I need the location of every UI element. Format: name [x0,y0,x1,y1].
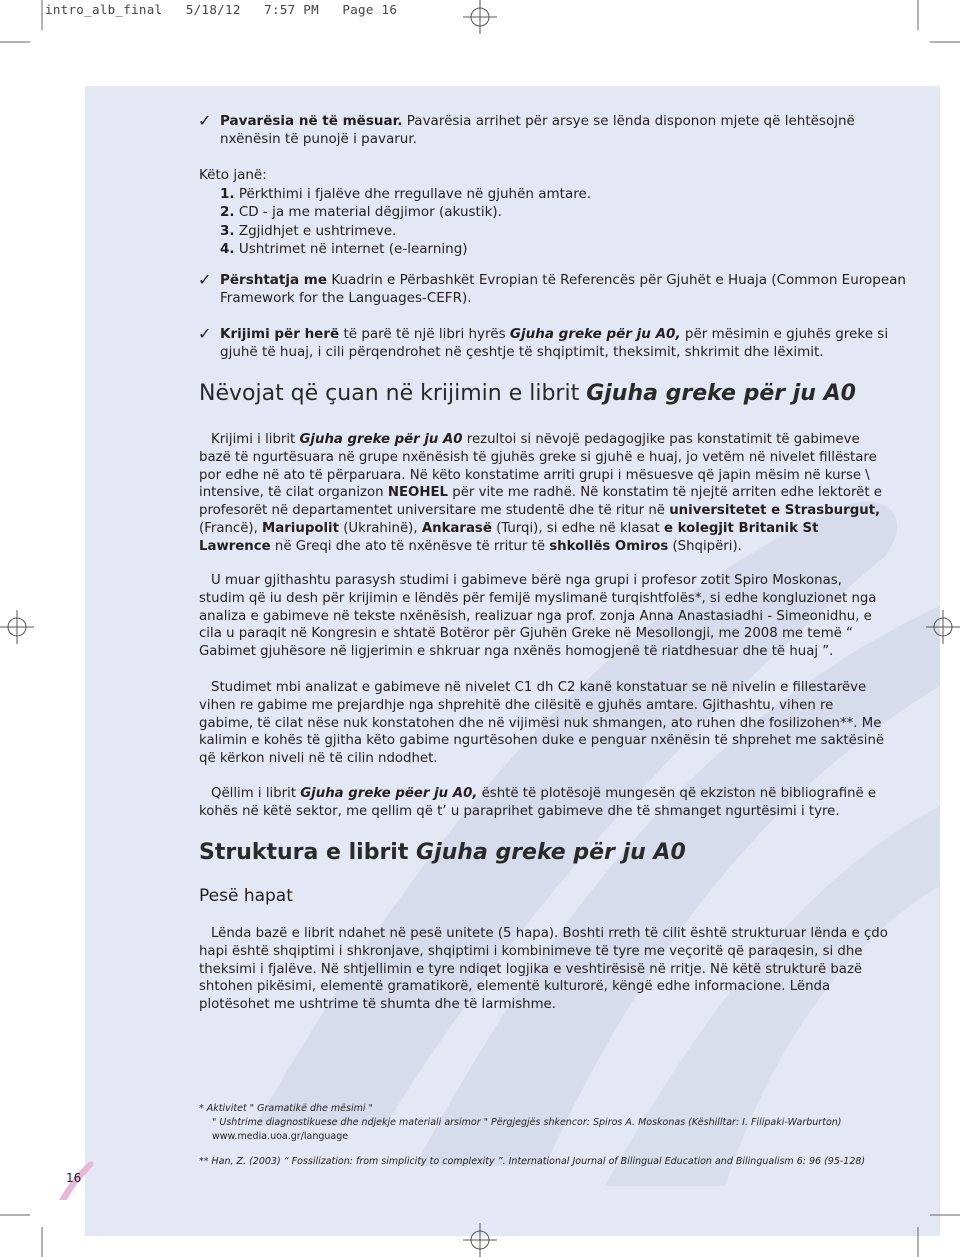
section-heading-structure: Struktura e librit Gjuha greke për ju A0 [199,840,686,865]
footnote-1-url: www.media.uoa.gr/language [212,1131,349,1142]
footnote-2: ** Han, Z. (2003) “ Fossilization: from simplicity to complexity ”. International Journal of Bilingual Education and Bilingualism 6: 96 (95-128) [199,1156,866,1167]
features-list [199,166,591,259]
subheading-five-steps: Pesë hapat [199,886,293,906]
bullet-cefr: Përshtatja me Kuadrin e Përbashkët Evropian të Referencës për Gjuhët e Huaja (Common European Framework for the Languages-CEFR). [220,272,906,306]
footnote-1-detail: " Ushtrime diagnostikuese dhe ndjekje materiali arsimor " Përgjegjës shkencor: Spiros A. Moskonas (Këshilltar: I. Filipaki-Warburton) [212,1117,842,1128]
list-intro: Këto janë: [199,167,267,183]
paragraph-goal: Qëllim i librit Gjuha greke pëer ju A0, është të plotësojë mungesën që ekziston në bibliografinë e kohës në këtë sektor, me qellim që t’ u paraprihet gabimeve dhe të shmanget ngurtësimi i tyre. [199,786,877,819]
paragraph-needs: Krijimi i librit Gjuha greke për ju A0 rezultoi si nëvojë pedagogjike pas konstatimit të gabimeve bazë të ngurtësuara në grupe nxënësish të gjuhës greke si gjuhë e huaj, jo vetëm në nivelet fillëstare por edhe në ato të përparuara. Në këto konstatime arriti grupi i mësuesve që japin mësim në kurse \ intensive, të cilat organizon NEOHEL për vite me radhë. Në konstatim të njejtë arriten edhe lektorët e profesorët në departamentet universitare me studentë dhe të ritur në universitetet e Strasburgut, (Francë), Mariupolit (Ukrahinë), Ankarasë (Turqi), si edhe në klasat e kolegjit Britanik St Lawrence në Greqi dhe ato të nxënësve të rritur të shkollës Omiros (Shqipëri). [199,432,882,554]
checkmark-icon: ✓ [198,324,212,343]
section-heading-needs: Nëvojat që çuan në krijimin e librit Gjuha greke për ju A0 [199,381,856,406]
page-number: 16 [66,1171,82,1185]
paragraph-research: U muar gjithashtu parasysh studimi i gabimeve bërë nga grupi i profesor zotit Spiro Moskonas, studim që iu desh për krijimin e lëndës për femijë myslimanë turqishtfolës*, si edhe kongluzionet nga analiza e gabimeve në tekste nxënësish, realizuar nga prof. zonja Anna Anastasiadhi - Simeonidhu, e cila u paraqit në Kongresin e shtatë Botëror për Gjuhën Greke në Mesollongji, me 2008 me temë “ Gabimet gjuhësore në ligjerimin e shkruar nga nxënës homogjenë të riatdhesuar dhe të huaj ”. [199,573,877,660]
list-item: 2. CD - ja me material dëgjimor (akustik). [220,204,502,220]
checkmark-icon: ✓ [198,111,212,130]
list-item: 1. Përkthimi i fjalëve dhe rregullave në gjuhën amtare. [220,185,592,202]
print-slug: intro_alb_final 5/18/12 7:57 PM Page 16 [45,2,398,17]
bullet-independence: Pavarësia në të mësuar. Pavarësia arrihet për arsye se lënda disponon mjete që lehtësojnë nxënësin të punojë i pavarur. [220,113,855,147]
bullet-first-creation: Krijimi për herë të parë të një libri hyrës Gjuha greke për ju A0, për mësimin e gjuhës greke si gjuhë të huaj, i cili përqendrohet në çeshtje të shqiptimit, theksimit, shkrimit dhe lëximit. [220,326,889,360]
paragraph-structure: Lënda bazë e librit ndahet në pesë unitete (5 hapa). Boshti rreth të cilit është strukturuar lënda e çdo hapi është shqiptimi i shkronjave, shqiptimi i kombinimeve të tyre me veçoritë që paraqesin, si dhe theksimi i fjalëve. Në shtjellimin e tyre ndiqet logjika e veshtirësisë në rritje. Në këtë strukturë bazë shtohen pikësimi, elementë gramatikorë, elementë kulturorë, këngë edhe informacione. Lënda plotësohet me ushtrime të shumta dhe të larmishme. [199,926,888,1013]
list-item: 4. Ushtrimet në internet (e-learning) [220,241,468,257]
list-item: 3. Zgjidhjet e ushtrimeve. [220,222,397,239]
paragraph-studies: Studimet mbi analizat e gabimeve në nivelet C1 dh C2 kanë konstatuar se në nivelin e fillestarëve vihen re gabime me prejardhje nga shprehitë dhe cilësitë e gjuhës amtare. Gjithashtu, vihen re gabime, të cilat nëse nuk konstatohen dhe në vijimësi nuk shmangen, ato ruhen dhe fosilizohen**. Me kalimin e kohës të gjitha këto gabime ngurtësohen duke e penguar nxënësin të shprehet me saktësinë që kërkon niveli në të cilin ndodhet. [199,680,885,767]
footnote-1: * Aktivitet " Gramatikë dhe mësimi " [199,1103,373,1114]
checkmark-icon: ✓ [198,270,212,289]
